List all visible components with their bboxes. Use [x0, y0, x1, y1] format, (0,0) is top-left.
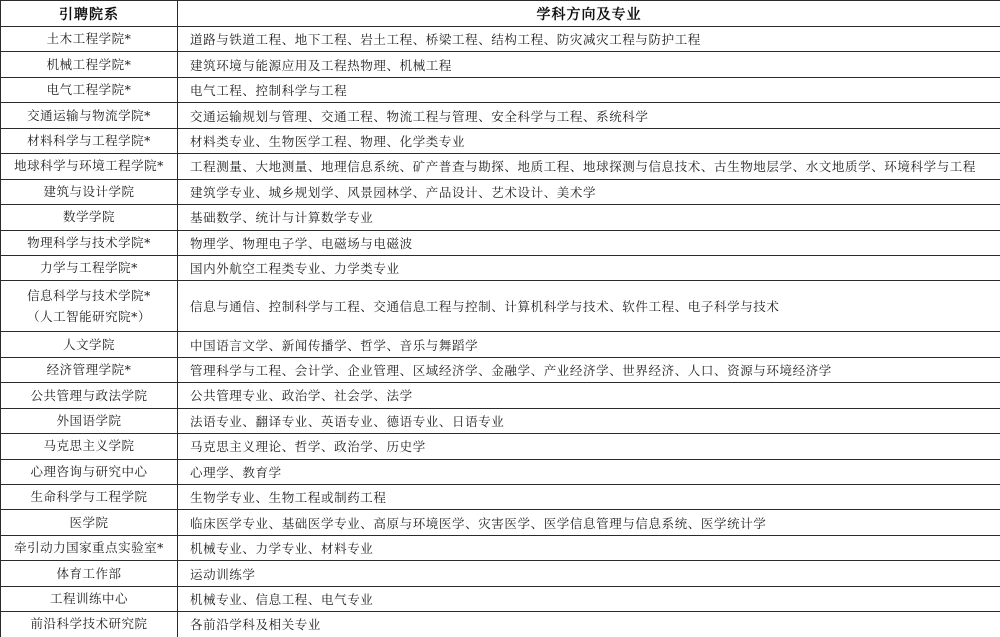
department-name: 数学学院 [62, 209, 115, 225]
department-cell [1, 485, 178, 510]
table-row [1, 434, 1000, 459]
department-name: 物理科学与技术学院* [27, 234, 151, 250]
table-row [1, 179, 1000, 204]
department-cell [1, 408, 178, 433]
department-cell [1, 510, 178, 535]
department-name: 建筑与设计学院 [43, 183, 135, 199]
department-cell [1, 205, 178, 230]
department-name: 材料科学与工程学院* [27, 133, 151, 149]
table-row [1, 230, 1000, 255]
majors-cell: 交通运输规划与管理、交通工程、物流工程与管理、安全科学与工程、系统科学 [178, 103, 1000, 128]
table-row [1, 154, 1000, 179]
table-row [1, 510, 1000, 535]
department-cell [1, 179, 178, 204]
table-row [1, 459, 1000, 484]
department-cell [1, 281, 178, 332]
majors-cell: 工程测量、大地测量、地理信息系统、矿产普查与勘探、地质工程、地球探测与信息技术、古生物地层学、水文地质学、环境科学与工程 [178, 154, 1000, 179]
header-department-column: 引聘院系 [1, 1, 178, 27]
majors-cell: 信息与通信、控制科学与工程、交通信息工程与控制、计算机科学与技术、软件工程、电子科学与技术 [178, 281, 1000, 332]
table-row [1, 77, 1000, 102]
majors-cell: 马克思主义理论、哲学、政治学、历史学 [178, 434, 1000, 459]
majors-cell: 临床医学专业、基础医学专业、高原与环境医学、灾害医学、医学信息管理与信息系统、医学统计学 [178, 510, 1000, 535]
table-body [1, 27, 1000, 637]
majors-cell: 法语专业、翻译专业、英语专业、德语专业、日语专业 [178, 408, 1000, 433]
table-header-row [1, 1, 1000, 27]
department-cell [1, 77, 178, 102]
majors-cell: 各前沿学科及相关专业 [178, 612, 1000, 637]
table-row [1, 27, 1000, 52]
department-cell [1, 535, 178, 560]
table-row [1, 357, 1000, 382]
department-name: 土木工程学院* [46, 31, 132, 47]
department-name: 医学院 [69, 514, 109, 530]
department-cell [1, 255, 178, 280]
table-row [1, 281, 1000, 332]
department-name: 经济管理学院* [46, 362, 132, 378]
table-row [1, 561, 1000, 586]
department-name: 马克思主义学院 [43, 438, 135, 454]
department-name: 外国语学院 [56, 412, 122, 428]
department-cell [1, 230, 178, 255]
majors-cell: 心理学、教育学 [178, 459, 1000, 484]
header-majors-column: 学科方向及专业 [178, 1, 1000, 27]
department-name: 心理咨询与研究中心 [30, 463, 148, 479]
department-cell [1, 332, 178, 357]
department-name: 力学与工程学院* [40, 260, 138, 276]
table-row [1, 586, 1000, 611]
table-row [1, 103, 1000, 128]
department-cell [1, 103, 178, 128]
majors-cell: 机械专业、力学专业、材料专业 [178, 535, 1000, 560]
table-row [1, 612, 1000, 637]
majors-cell: 公共管理专业、政治学、社会学、法学 [178, 383, 1000, 408]
table-row [1, 485, 1000, 510]
department-name: 牵引动力国家重点实验室* [14, 540, 164, 556]
department-name: 公共管理与政法学院 [30, 387, 148, 403]
majors-cell: 基础数学、统计与计算数学专业 [178, 205, 1000, 230]
table-row [1, 255, 1000, 280]
department-cell [1, 586, 178, 611]
majors-cell: 道路与铁道工程、地下工程、岩土工程、桥梁工程、结构工程、防灾减灾工程与防护工程 [178, 27, 1000, 52]
majors-cell: 中国语言文学、新闻传播学、哲学、音乐与舞蹈学 [178, 332, 1000, 357]
majors-cell: 机械专业、信息工程、电气专业 [178, 586, 1000, 611]
department-cell [1, 357, 178, 382]
table-row [1, 128, 1000, 153]
department-name: 人文学院 [62, 336, 115, 352]
table-row [1, 535, 1000, 560]
department-cell [1, 27, 178, 52]
department-name: 电气工程学院* [46, 82, 132, 98]
majors-cell: 电气工程、控制科学与工程 [178, 77, 1000, 102]
majors-cell: 国内外航空工程类专业、力学类专业 [178, 255, 1000, 280]
table-row [1, 332, 1000, 357]
majors-cell: 运动训练学 [178, 561, 1000, 586]
majors-cell: 生物学专业、生物工程或制药工程 [178, 485, 1000, 510]
table-row [1, 52, 1000, 77]
department-name: 工程训练中心 [49, 591, 128, 607]
department-cell [1, 52, 178, 77]
department-cell [1, 434, 178, 459]
department-cell [1, 459, 178, 484]
department-name: 生命科学与工程学院 [30, 489, 148, 505]
department-name: （人工智能研究院*） [27, 309, 151, 325]
table-row [1, 383, 1000, 408]
majors-cell: 管理科学与工程、会计学、企业管理、区域经济学、金融学、产业经济学、世界经济、人口、资源与环境经济学 [178, 357, 1000, 382]
department-cell [1, 154, 178, 179]
department-cell [1, 561, 178, 586]
department-name: 交通运输与物流学院* [27, 107, 151, 123]
majors-cell: 建筑学专业、城乡规划学、风景园林学、产品设计、艺术设计、美术学 [178, 179, 1000, 204]
majors-cell: 材料类专业、生物医学工程、物理、化学类专业 [178, 128, 1000, 153]
majors-cell: 建筑环境与能源应用及工程热物理、机械工程 [178, 52, 1000, 77]
majors-cell: 物理学、物理电子学、电磁场与电磁波 [178, 230, 1000, 255]
table-row [1, 205, 1000, 230]
department-name: 体育工作部 [56, 565, 122, 581]
department-name: 前沿科学技术研究院 [30, 616, 148, 632]
department-cell [1, 383, 178, 408]
department-cell [1, 128, 178, 153]
department-name: 地球科学与环境工程学院* [14, 158, 164, 174]
department-cell [1, 612, 178, 637]
department-name: 机械工程学院* [46, 56, 132, 72]
table-row [1, 408, 1000, 433]
department-name: 信息科学与技术学院* [27, 287, 151, 303]
